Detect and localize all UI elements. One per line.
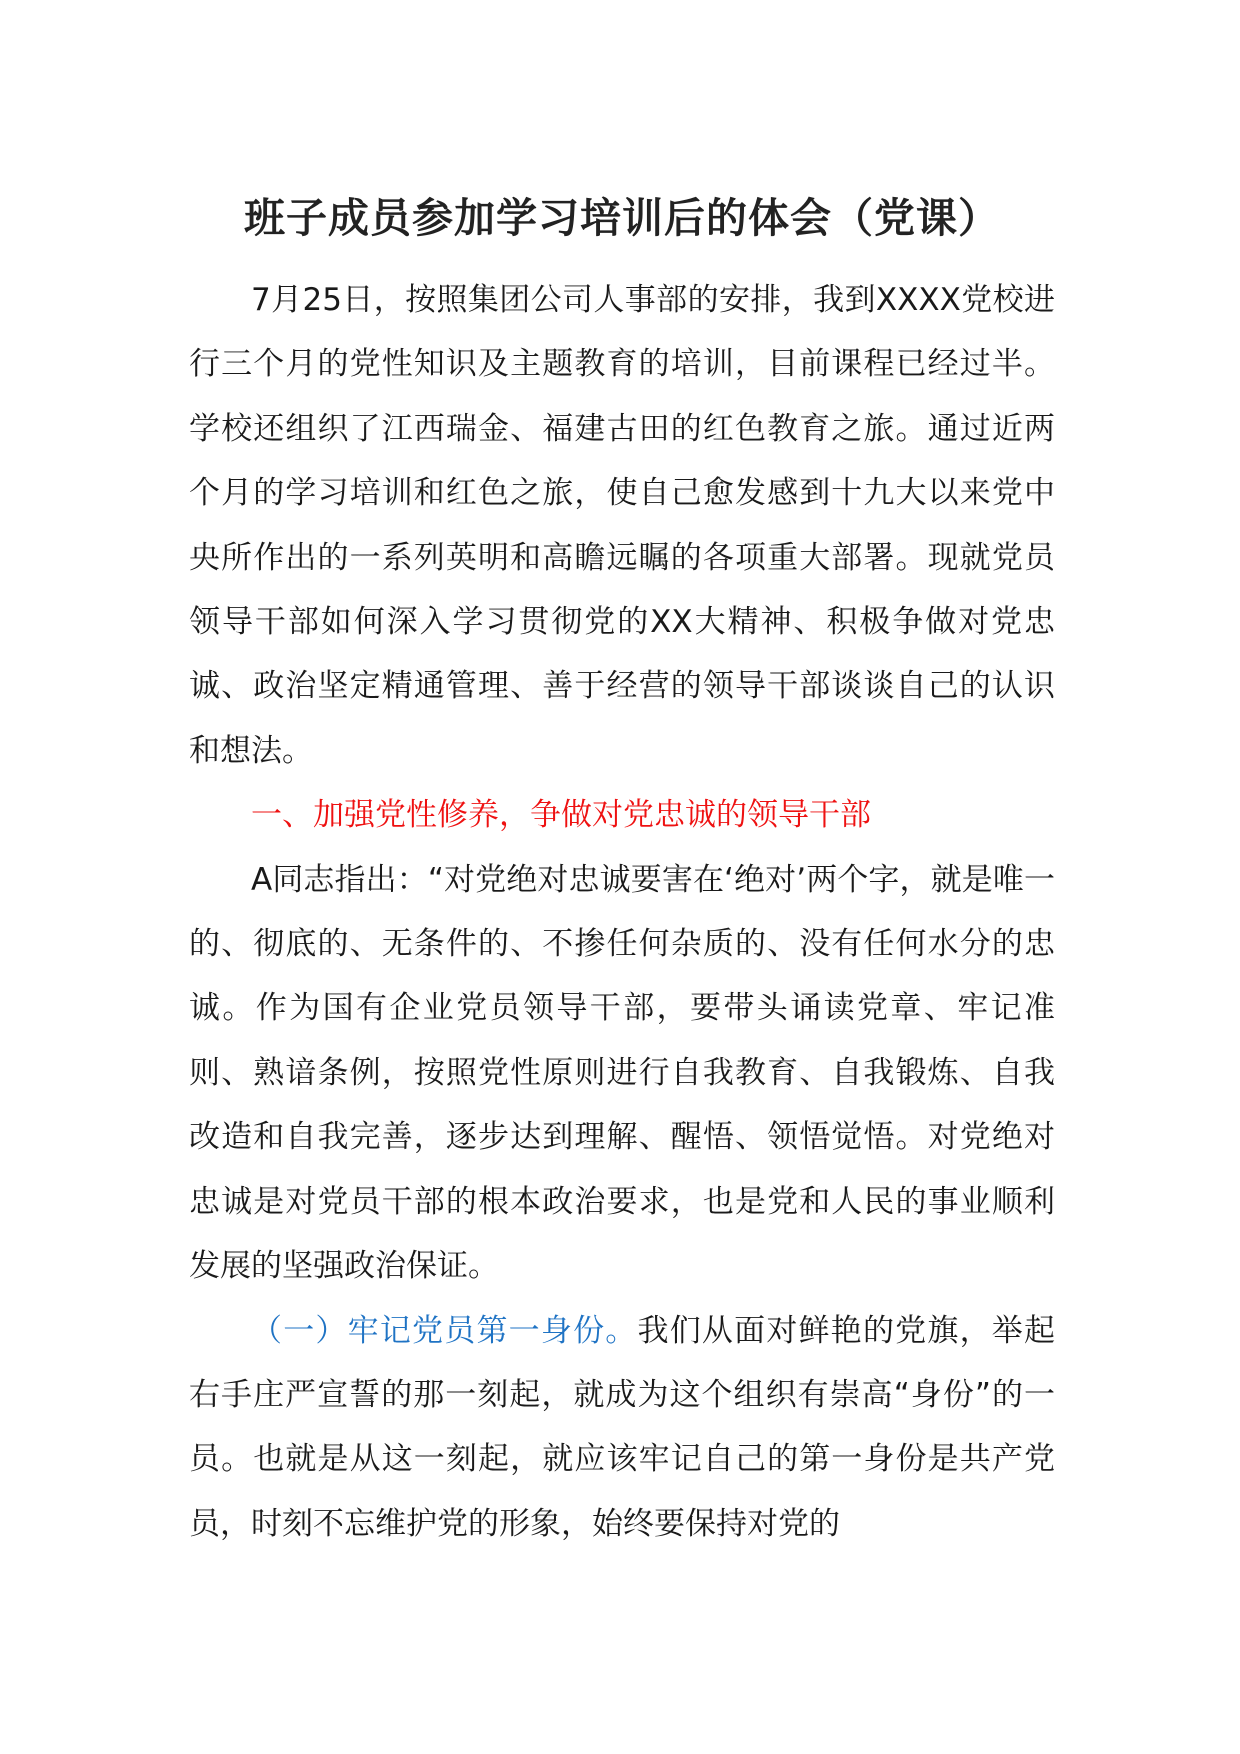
subsection-text: 我们从面对鲜艳的党旗，举起右手庄严宣誓的那一刻起，就成为这个组织有崇高“身份”的一员。也就是从这一刻起，就应该牢记自己的第一身份是共产党员，时刻不忘维护党的形象，始终要保持对党的 bbox=[189, 1312, 1055, 1542]
document-body bbox=[189, 168, 1055, 1556]
subsection-paragraph bbox=[189, 1299, 1055, 1557]
subsection-heading: （一）牢记党员第一身份。 bbox=[251, 1312, 638, 1349]
section-heading: 一、加强党性修养，争做对党忠诚的领导干部 bbox=[251, 797, 871, 834]
document-title: 班子成员参加学习培训后的体会（党课） bbox=[244, 194, 1000, 242]
intro-paragraph: 7月25日，按照集团公司人事部的安排，我到XXXX党校进行三个月的党性知识及主题教育的培训，目前课程已经过半。学校还组织了江西瑞金、福建古田的红色教育之旅。通过近两个月的学习培训和红色之旅，使自己愈发感到十九大以来党中央所作出的一系列英明和高瞻远瞩的各项重大部署。现就党员领导干部如何深入学习贯彻党的XX大精神、积极争做对党忠诚、政治坚定精通管理、善于经营的领导干部谈谈自己的认识和想法。 bbox=[189, 282, 1055, 769]
body-paragraph: A同志指出：“对党绝对忠诚要害在‘绝对’两个字，就是唯一的、彻底的、无条件的、不掺任何杂质的、没有任何水分的忠诚。作为国有企业党员领导干部，要带头诵读党章、牢记准则、熟谙条例，按照党性原则进行自我教育、自我锻炼、自我改造和自我完善，逐步达到理解、醒悟、领悟觉悟。对党绝对忠诚是对党员干部的根本政治要求，也是党和人民的事业顺利发展的坚强政治保证。 bbox=[189, 861, 1055, 1285]
